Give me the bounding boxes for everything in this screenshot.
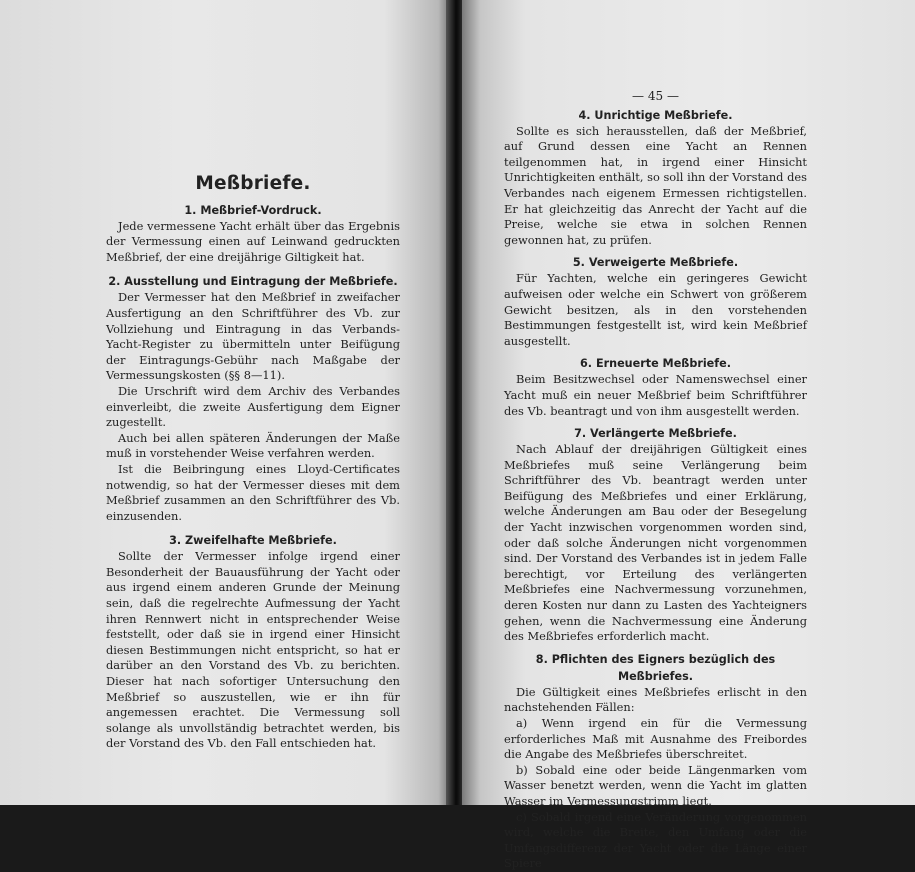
section-7-paragraph-1: Nach Ablauf der dreijährigen Gültigkeit eines Meßbriefes muß seine Verlängerung beim Schriftführer des Vb. beantragt werden unter Beifügung des Meßbriefes und einer Erklärung, welche Änderungen am Bau oder der Besegelung der Yacht inzwischen vorgenommen worden sind, oder daß solche Änderungen nicht vorgenommen sind. Der Vorstand des Verbandes ist in jedem Falle berechtigt, vor Erteilung des verlängerten Meßbriefes eine Nachvermessung vorzunehmen, deren Kosten nur dann zu Lasten des Yachteigners gehen, wenn die Nachvermessung eine Änderung des Meßbriefes erforderlich macht. [504,442,807,644]
section-3-paragraph-1: Sollte der Vermesser infolge irgend einer Besonderheit der Bauausführung der Yacht oder aus irgend einem anderen Grunde der Meinung sein, daß die regelrechte Aufmessung der Yacht ihren Rennwert nicht in entsprechender Weise feststellt, oder daß sie in irgend einer Hinsicht diesen Bestimmungen nicht entspricht, so hat er darüber an den Vorstand des Vb. zu berichten. Dieser hat nach sofortiger Untersuchung den Meßbrief so auszustellen, wie er ihn für angemessen erachtet. Die Vermessung soll solange als unvollständig betrachtet werden, bis der Vorstand des Vb. den Fall entschieden hat. [106,549,400,751]
section-heading-1: 1. Meßbrief-Vordruck. [184,203,322,217]
section-2-paragraph-3: Auch bei allen späteren Änderungen der Maße muß in vorstehender Weise verfahren werden. [106,430,400,461]
page-number: — 45 — [632,89,679,103]
section-heading-6: 6. Erneuerte Meßbriefe. [580,357,731,371]
section-8-item-c: c) Sobald irgend eine Veränderung vorgenommen wird, welche die Breite, den Umfang oder die Umfangsdifferenz der Yacht oder die Länge einer Spiere [504,809,807,871]
section-1-paragraph-1: Jede vermessene Yacht erhält über das Ergebnis der Vermessung einen auf Leinwand gedruckten Meßbrief, der eine dreijährige Giltigkeit hat. [106,218,400,264]
section-heading-8: 8. Pflichten des Eigners bezüglich des Meßbriefes. [535,652,776,683]
section-6-paragraph-1: Beim Besitzwechsel oder Namenswechsel einer Yacht muß ein neuer Meßbrief beim Schriftführer des Vb. beantragt und von ihm ausgestellt werden. [504,372,807,418]
section-2-paragraph-1: Der Vermesser hat den Meßbrief in zweifacher Ausfertigung an den Schriftführer des Vb. zur Vollziehung und Eintragung in das Verbands-Yacht-Register zu übermitteln unter Beifügung der Eintragungs-Gebühr nach Maßgabe der Vermessungskosten (§§ 8—11). [106,290,400,383]
section-heading-3: 3. Zweifelhafte Meßbriefe. [169,534,337,548]
section-2-paragraph-4: Ist die Beibringung eines Lloyd-Certificates notwendig, so hat der Vermesser dieses mit dem Meßbrief zusammen an den Schriftführer des Vb. einzusenden. [106,461,400,523]
section-2-paragraph-2: Die Urschrift wird dem Archiv des Verbandes einverleibt, die zweite Ausfertigung dem Eigner zugestellt. [106,383,400,430]
chapter-title: Meßbriefe. [195,173,311,194]
section-8-item-a: a) Wenn irgend ein für die Vermessung erforderliches Maß mit Ausnahme des Freibordes die Angabe des Meßbriefes überschreitet. [504,716,807,762]
left-page-column [106,173,400,752]
section-8-paragraph-1: Die Gültigkeit eines Meßbriefes erlischt in den nachstehenden Fällen: [504,684,807,715]
section-8-item-b: b) Sobald eine oder beide Längenmarken vom Wasser benetzt werden, wenn die Yacht im glatten Wasser im Vermessungstrimm liegt. [504,762,807,808]
left-page [0,0,452,805]
right-page-column [504,89,807,872]
section-5-paragraph-1: Für Yachten, welche ein geringeres Gewicht aufweisen oder welche ein Schwert von größerem Gewicht besitzen, als in den vorstehenden Bestimmungen festgestellt ist, wird kein Meßbrief ausgestellt. [504,271,807,348]
section-heading-5: 5. Verweigerte Meßbriefe. [572,256,739,270]
section-heading-4: 4. Unrichtige Meßbriefe. [578,108,733,122]
section-4-paragraph-1: Sollte es sich herausstellen, daß der Meßbrief, auf Grund dessen eine Yacht an Rennen teilgenommen hat, in irgend einer Hinsicht Unrichtigkeiten enthält, so soll ihn der Vorstand des Verbandes nach eigenem Ermessen richtigstellen. Er hat gleichzeitig das Anrecht der Yacht auf die Preise, welche sie etwa in solchen Rennen gewonnen hat, zu prüfen. [504,123,807,247]
right-page [462,0,915,871]
section-heading-2: 2. Ausstellung und Eintragung der Meßbriefe. [108,275,398,289]
section-heading-7: 7. Verlängerte Meßbriefe. [574,427,737,441]
